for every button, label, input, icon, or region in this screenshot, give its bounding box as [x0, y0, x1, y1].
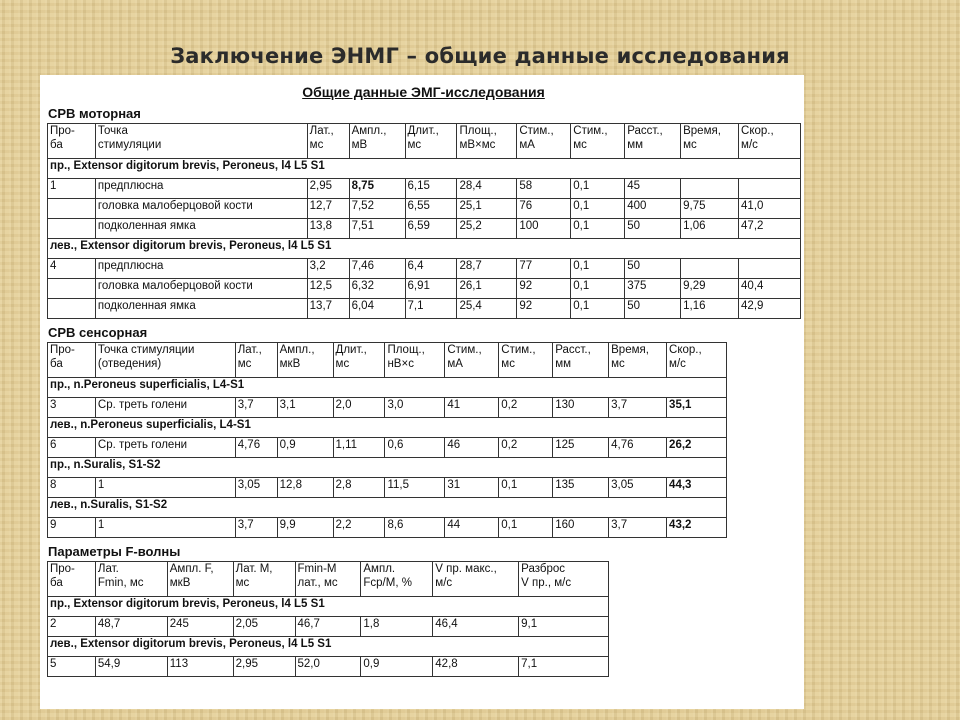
- table-cell: 3,7: [235, 398, 277, 418]
- table-cell: 7,1: [519, 657, 609, 677]
- header-text: мс: [611, 358, 625, 370]
- table-cell: 130: [553, 398, 609, 418]
- table-row: [48, 259, 801, 279]
- group-row: [48, 498, 727, 518]
- table-cell: 92: [517, 279, 571, 299]
- header-row: [48, 562, 609, 597]
- table-cell: 1,06: [681, 219, 739, 239]
- table-cell: 1: [48, 179, 96, 199]
- header-cell: [295, 562, 361, 597]
- table-cell: 13,7: [307, 299, 349, 319]
- table-cell: 2,0: [333, 398, 385, 418]
- header-text: Длит.,: [407, 125, 439, 137]
- table-cell: 26,2: [667, 438, 727, 458]
- table-cell: [48, 299, 96, 319]
- table-cell: 28,7: [457, 259, 517, 279]
- table-cell: 0,1: [571, 299, 625, 319]
- header-text: Стим.,: [447, 344, 482, 356]
- table-cell: Ср. треть голени: [95, 438, 235, 458]
- header-text: м/с: [741, 139, 758, 151]
- header-text: Расст.,: [555, 344, 591, 356]
- header-text: Fmin-М: [297, 563, 337, 575]
- header-text: мкВ: [169, 577, 191, 589]
- header-text: Fср/М, %: [363, 577, 412, 589]
- table-row: [48, 219, 801, 239]
- table-cell: 1: [95, 478, 235, 498]
- group-label: лев., Extensor digitorum brevis, Peroneus, l4 L5 S1: [48, 637, 609, 657]
- header-text: Ампл.,: [279, 344, 315, 356]
- table-cell: 26,1: [457, 279, 517, 299]
- header-cell: [385, 343, 445, 378]
- header-text: Про-: [50, 563, 75, 575]
- table-cell: 375: [625, 279, 681, 299]
- header-text: Скор.,: [669, 344, 702, 356]
- header-text: стимуляции: [97, 139, 162, 151]
- header-text: мВ×мс: [459, 139, 496, 151]
- group-row: [48, 239, 801, 259]
- header-text: Ампл.: [363, 563, 396, 575]
- header-text: мм: [627, 139, 643, 151]
- table-cell: 0,9: [277, 438, 333, 458]
- header-cell: [48, 562, 96, 597]
- table-cell: головка малоберцовой кости: [95, 199, 307, 219]
- header-cell: [361, 562, 433, 597]
- table-cell: предплюсна: [95, 259, 307, 279]
- header-text: мм: [555, 358, 572, 370]
- table-cell: 50: [625, 259, 681, 279]
- group-row: [48, 458, 727, 478]
- table-cell: 3,7: [609, 518, 667, 538]
- table-cell: 25,4: [457, 299, 517, 319]
- group-row: [48, 159, 801, 179]
- group-row: [48, 378, 727, 398]
- table-row: [48, 398, 727, 418]
- header-text: Fmin, мс: [97, 577, 144, 589]
- table-cell: 1: [95, 518, 235, 538]
- table-cell: 125: [553, 438, 609, 458]
- group-label: пр., n.Peroneus superficialis, L4-S1: [48, 378, 727, 398]
- table-cell: 9,1: [519, 617, 609, 637]
- table-cell: 135: [553, 478, 609, 498]
- table-cell: 40,4: [739, 279, 801, 299]
- group-row: [48, 637, 609, 657]
- table-cell: 0,2: [499, 398, 553, 418]
- header-text: мс: [683, 139, 697, 151]
- table-cell: головка малоберцовой кости: [95, 279, 307, 299]
- header-cell: [235, 343, 277, 378]
- header-text: мс: [237, 358, 252, 370]
- table-cell: 9: [48, 518, 96, 538]
- table-cell: 3: [48, 398, 96, 418]
- table-cell: [739, 259, 801, 279]
- table-cell: 44,3: [667, 478, 727, 498]
- table-cell: 54,9: [95, 657, 167, 677]
- header-text: Время,: [611, 344, 649, 356]
- header-text: Точка: [97, 125, 128, 137]
- sensory-conduction-table: [47, 342, 727, 538]
- header-cell: [95, 343, 235, 378]
- header-text: мс: [235, 577, 250, 589]
- header-text: Скор.,: [741, 125, 774, 137]
- header-text: Площ.,: [387, 344, 425, 356]
- table-cell: 46,7: [295, 617, 361, 637]
- table-cell: 100: [517, 219, 571, 239]
- header-cell: [739, 124, 801, 159]
- table-cell: 42,9: [739, 299, 801, 319]
- table-cell: 8,75: [349, 179, 405, 199]
- motor-conduction-table: [47, 123, 801, 319]
- table-cell: 25,2: [457, 219, 517, 239]
- table-cell: 8,6: [385, 518, 445, 538]
- table-cell: 42,8: [433, 657, 519, 677]
- table-cell: 11,5: [385, 478, 445, 498]
- table-cell: 47,2: [739, 219, 801, 239]
- table-cell: 6,59: [405, 219, 457, 239]
- header-text: мкВ: [279, 358, 301, 370]
- header-text: Площ.,: [459, 125, 497, 137]
- table-cell: 4,76: [235, 438, 277, 458]
- header-text: (отведения): [97, 358, 162, 370]
- table-cell: 25,1: [457, 199, 517, 219]
- header-text: мс: [573, 139, 587, 151]
- header-cell: [95, 124, 307, 159]
- table-cell: 7,51: [349, 219, 405, 239]
- table-row: [48, 299, 801, 319]
- table-cell: 12,8: [277, 478, 333, 498]
- header-text: Ампл.,: [351, 125, 387, 137]
- table-cell: 43,2: [667, 518, 727, 538]
- group-row: [48, 418, 727, 438]
- header-cell: [457, 124, 517, 159]
- header-text: Стим.,: [519, 125, 554, 137]
- header-cell: [405, 124, 457, 159]
- table-cell: 50: [625, 219, 681, 239]
- table-cell: 58: [517, 179, 571, 199]
- fwave-section-title: Параметры F-волны: [48, 544, 181, 559]
- header-cell: [609, 343, 667, 378]
- table-row: [48, 179, 801, 199]
- table-cell: 8: [48, 478, 96, 498]
- table-cell: [48, 199, 96, 219]
- group-label: пр., n.Suralis, S1-S2: [48, 458, 727, 478]
- table-cell: 160: [553, 518, 609, 538]
- group-label: пр., Extensor digitorum brevis, Peroneus, l4 L5 S1: [48, 159, 801, 179]
- table-cell: 9,75: [681, 199, 739, 219]
- slide-title: Заключение ЭНМГ – общие данные исследования: [170, 44, 790, 68]
- table-cell: 46: [445, 438, 499, 458]
- table-cell: 1,8: [361, 617, 433, 637]
- table-cell: 2,8: [333, 478, 385, 498]
- header-text: ба: [50, 139, 63, 151]
- header-cell: [625, 124, 681, 159]
- table-cell: 2: [48, 617, 96, 637]
- table-cell: 5: [48, 657, 96, 677]
- table-cell: 7,52: [349, 199, 405, 219]
- header-text: Лат. М,: [235, 563, 273, 575]
- header-cell: [48, 124, 96, 159]
- header-cell: [48, 343, 96, 378]
- table-cell: 113: [167, 657, 233, 677]
- table-cell: предплюсна: [95, 179, 307, 199]
- sensory-section-title: СРВ сенсорная: [48, 325, 148, 340]
- table-cell: 1,11: [333, 438, 385, 458]
- document-title: Общие данные ЭМГ-исследования: [302, 84, 545, 100]
- table-cell: 2,95: [233, 657, 295, 677]
- header-text: м/с: [435, 577, 453, 589]
- table-cell: [48, 219, 96, 239]
- table-cell: 48,7: [95, 617, 167, 637]
- table-cell: Ср. треть голени: [95, 398, 235, 418]
- table-cell: 9,9: [277, 518, 333, 538]
- header-cell: [233, 562, 295, 597]
- header-text: Про-: [50, 125, 75, 137]
- table-row: [48, 199, 801, 219]
- header-cell: [499, 343, 553, 378]
- table-cell: 52,0: [295, 657, 361, 677]
- header-cell: [445, 343, 499, 378]
- table-cell: 28,4: [457, 179, 517, 199]
- table-cell: 0,1: [571, 279, 625, 299]
- table-row: [48, 518, 727, 538]
- table-cell: подколенная ямка: [95, 299, 307, 319]
- header-row: [48, 124, 801, 159]
- header-cell: [95, 562, 167, 597]
- table-cell: 0,1: [571, 219, 625, 239]
- table-cell: 3,1: [277, 398, 333, 418]
- header-text: мА: [447, 358, 463, 370]
- header-cell: [517, 124, 571, 159]
- table-cell: 1,16: [681, 299, 739, 319]
- header-text: Про-: [50, 344, 75, 356]
- table-cell: 0,1: [571, 199, 625, 219]
- table-cell: 35,1: [667, 398, 727, 418]
- table-cell: 0,1: [499, 478, 553, 498]
- table-cell: 41: [445, 398, 499, 418]
- header-text: V пр., м/с: [521, 577, 572, 589]
- header-cell: [333, 343, 385, 378]
- group-label: лев., n.Peroneus superficialis, L4-S1: [48, 418, 727, 438]
- table-cell: 245: [167, 617, 233, 637]
- table-cell: 0,2: [499, 438, 553, 458]
- header-text: Время,: [683, 125, 721, 137]
- table-cell: 12,5: [307, 279, 349, 299]
- header-text: мс: [309, 139, 324, 151]
- header-text: м/с: [669, 358, 686, 370]
- table-cell: 0,1: [571, 259, 625, 279]
- table-cell: 46,4: [433, 617, 519, 637]
- header-cell: [553, 343, 609, 378]
- table-row: [48, 478, 727, 498]
- header-text: мс: [335, 358, 350, 370]
- header-cell: [433, 562, 519, 597]
- table-row: [48, 438, 727, 458]
- table-cell: 6,04: [349, 299, 405, 319]
- motor-section-title: СРВ моторная: [48, 106, 141, 121]
- table-cell: 9,29: [681, 279, 739, 299]
- header-cell: [571, 124, 625, 159]
- table-cell: 3,05: [609, 478, 667, 498]
- table-cell: 2,05: [233, 617, 295, 637]
- header-cell: [349, 124, 405, 159]
- table-row: [48, 279, 801, 299]
- header-text: мВ: [351, 139, 368, 151]
- table-cell: 45: [625, 179, 681, 199]
- header-text: Точка стимуляции: [97, 344, 195, 356]
- header-text: мс: [407, 139, 422, 151]
- table-row: [48, 657, 609, 677]
- table-cell: 92: [517, 299, 571, 319]
- table-cell: 44: [445, 518, 499, 538]
- f-wave-table: [47, 561, 609, 677]
- table-cell: 3,7: [609, 398, 667, 418]
- table-cell: 400: [625, 199, 681, 219]
- group-label: лев., n.Suralis, S1-S2: [48, 498, 727, 518]
- header-cell: [681, 124, 739, 159]
- header-text: V пр. макс.,: [435, 563, 497, 575]
- table-cell: 76: [517, 199, 571, 219]
- table-cell: 0,6: [385, 438, 445, 458]
- table-cell: 7,46: [349, 259, 405, 279]
- table-cell: [48, 279, 96, 299]
- header-text: Ампл. F,: [169, 563, 214, 575]
- table-cell: 2,95: [307, 179, 349, 199]
- table-cell: [681, 259, 739, 279]
- group-row: [48, 597, 609, 617]
- table-cell: 0,1: [571, 179, 625, 199]
- header-text: Длит.,: [335, 344, 367, 356]
- header-cell: [277, 343, 333, 378]
- header-cell: [167, 562, 233, 597]
- table-cell: 31: [445, 478, 499, 498]
- header-text: лат., мс: [297, 577, 338, 589]
- table-cell: 0,9: [361, 657, 433, 677]
- table-cell: подколенная ямка: [95, 219, 307, 239]
- group-label: пр., Extensor digitorum brevis, Peroneus, l4 L5 S1: [48, 597, 609, 617]
- header-text: Стим.,: [501, 344, 536, 356]
- table-cell: 6,91: [405, 279, 457, 299]
- table-cell: 6,4: [405, 259, 457, 279]
- table-cell: 7,1: [405, 299, 457, 319]
- table-cell: [681, 179, 739, 199]
- header-text: Разброс: [521, 563, 565, 575]
- table-cell: 13,8: [307, 219, 349, 239]
- header-text: мс: [501, 358, 515, 370]
- header-text: ба: [50, 358, 63, 370]
- header-cell: [519, 562, 609, 597]
- table-cell: 3,0: [385, 398, 445, 418]
- table-cell: 6,32: [349, 279, 405, 299]
- table-cell: 50: [625, 299, 681, 319]
- table-cell: 6,55: [405, 199, 457, 219]
- header-text: Лат.: [97, 563, 119, 575]
- group-label: лев., Extensor digitorum brevis, Peroneus, l4 L5 S1: [48, 239, 801, 259]
- header-row: [48, 343, 727, 378]
- table-cell: 41,0: [739, 199, 801, 219]
- header-text: ба: [50, 577, 63, 589]
- table-cell: 0,1: [499, 518, 553, 538]
- header-text: Стим.,: [573, 125, 608, 137]
- table-cell: 4,76: [609, 438, 667, 458]
- header-text: Расст.,: [627, 125, 663, 137]
- table-cell: 4: [48, 259, 96, 279]
- table-cell: 3,05: [235, 478, 277, 498]
- document-image: [40, 75, 804, 709]
- header-cell: [307, 124, 349, 159]
- header-cell: [667, 343, 727, 378]
- table-cell: 2,2: [333, 518, 385, 538]
- table-cell: 6: [48, 438, 96, 458]
- table-cell: 77: [517, 259, 571, 279]
- header-text: мА: [519, 139, 535, 151]
- header-text: Лат.,: [237, 344, 262, 356]
- table-cell: 6,15: [405, 179, 457, 199]
- table-cell: [739, 179, 801, 199]
- table-cell: 12,7: [307, 199, 349, 219]
- header-text: Лат.,: [309, 125, 334, 137]
- table-cell: 3,2: [307, 259, 349, 279]
- table-cell: 3,7: [235, 518, 277, 538]
- table-row: [48, 617, 609, 637]
- header-text: нВ×с: [387, 358, 414, 370]
